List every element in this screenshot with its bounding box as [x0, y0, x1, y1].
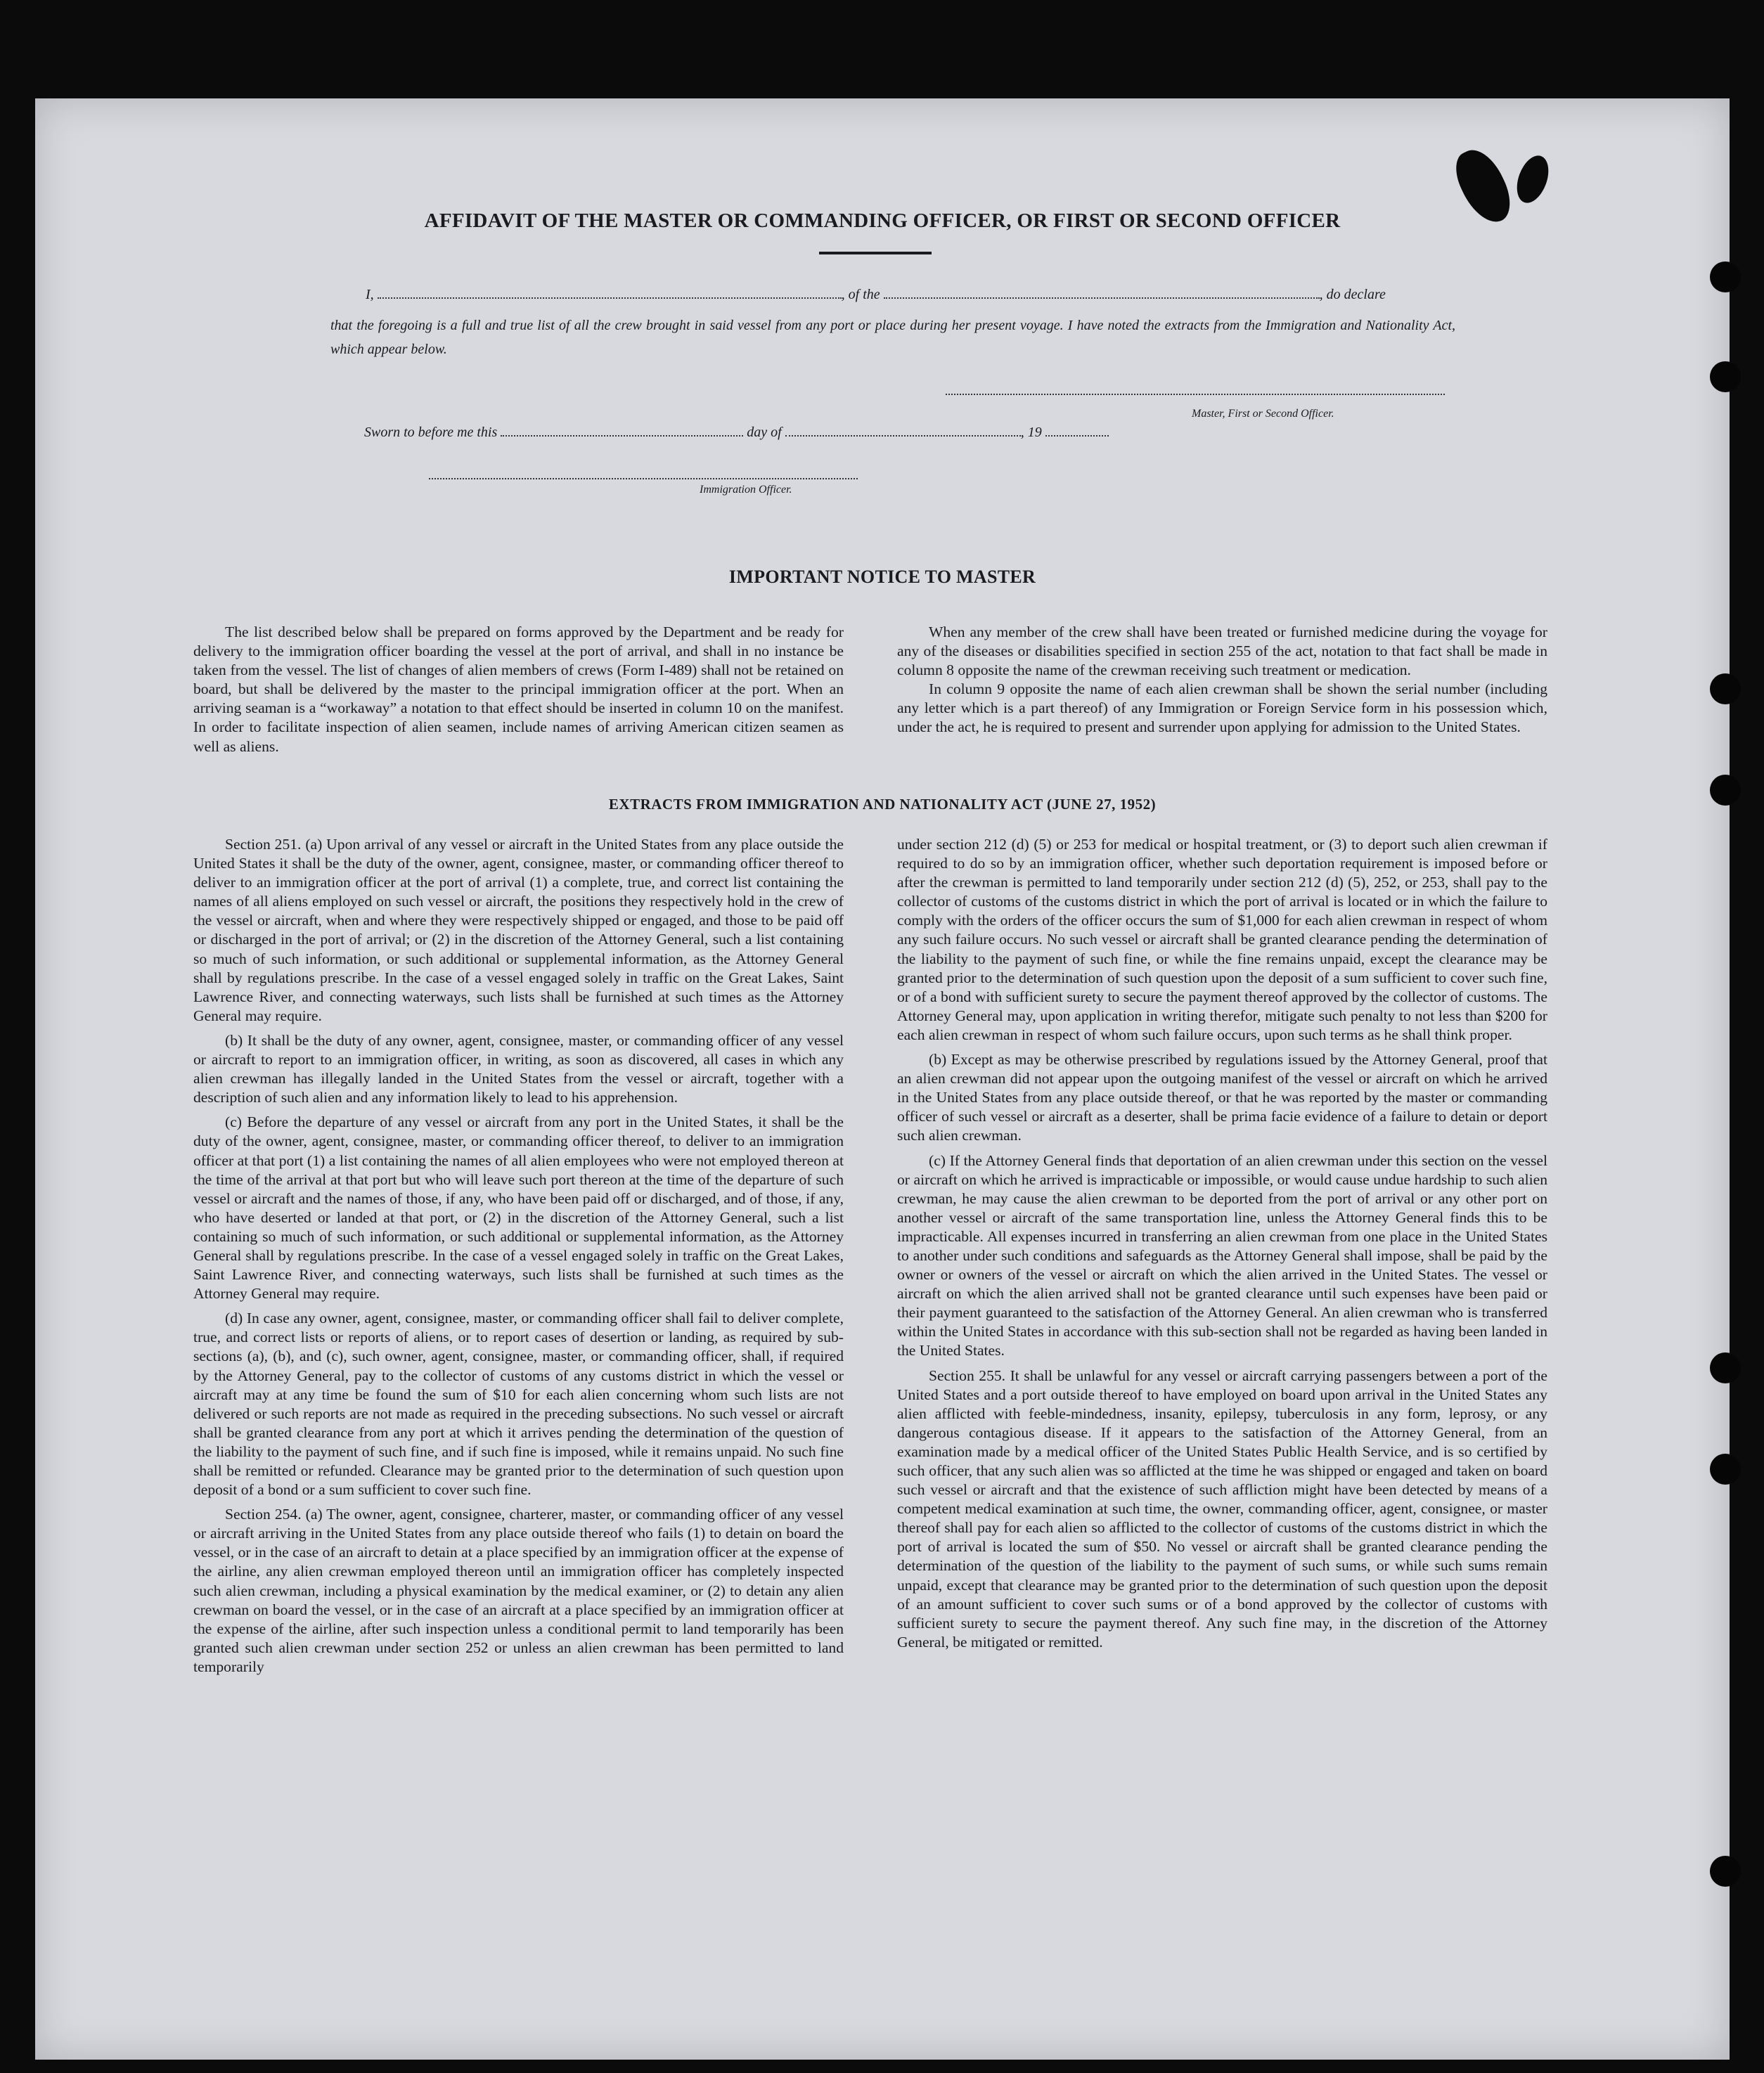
punch-hole: [1710, 1454, 1741, 1485]
extract-paragraph: under section 212 (d) (5) or 253 for medical or hospital treatment, or (3) to deport such alien crewman if required to do so by an immigration officer, whether such deportation requirement is imposed before or after the crewman is permitted to land temporarily under section 212 (d) (5), 252, or 253, shall pay to the collector of customs of the customs district in which the port of arrival is located or in which the failure to comply with the orders of the officer occurs the sum of $1,000 for each alien crewman in respect of whom any such failure occurs. No such vessel or aircraft shall be granted clearance pending the determination of the liability to the payment of such fine, or while the fine remains unpaid, except the clearance may be granted prior to the determination of such question upon the deposit of a sum sufficient to cover such fine, or of a bond with sufficient surety to secure the payment thereof approved by the collector of customs. The Attorney General may, upon application in writing therefor, mitigate such penalty to not less than $200 for each alien crewman in respect of whom such failure occurs, upon such terms as he shall think proper.: [897, 836, 1547, 1043]
extracts-right-column: [897, 835, 1547, 1658]
officer-signature-field[interactable]: [429, 464, 858, 479]
extracts-left-column: [193, 835, 844, 1682]
extract-paragraph: (d) In case any owner, agent, consignee, master, or commanding officer shall fail to deliver complete, true, and correct lists or reports of aliens, or to report cases of desertion or landing, as required by sub-sections (a), (b), and (c), such owner, agent, consignee, master, or commanding officer, shall, if required by the Attorney General, pay to the collector of customs of any customs district in which the vessel or aircraft may at any time be found the sum of $10 for each alien concerning whom such lists are not delivered or such reports are not made as required in the preceding subsections. No such vessel or aircraft shall be granted clearance from any port at which it arrives pending the determination of the question of the liability to the payment of such fine, and if such fine is imposed, while it remains unpaid. No such fine shall be remitted or refunded. Clearance may be granted prior to the determination of such question upon deposit of a bond or a sum sufficient to cover such fine.: [193, 1310, 844, 1499]
extract-paragraph: (c) Before the departure of any vessel or aircraft from any port in the United States, it shall be the duty of the owner, agent, consignee, master, or commanding officer thereof, to deliver to an immigration officer at that port (1) a list containing the names of all alien employees who were not employed thereon at the time of the arrival at that port but who will leave such port thereon at the time of the departure of such vessel or aircraft and the names of those, if any, who have been paid off or discharged, and of those, if any, who have deserted or landed at that port, or (2) in the discretion of the Attorney General, such a list containing so much of such information, or such additional or supplemental information, as the Attorney General shall by regulations prescribe. In the case of a vessel engaged solely in traffic on the Great Lakes, Saint Lawrence River, and connecting waterways, such lists shall be furnished at such times as the Attorney General may require.: [193, 1113, 844, 1303]
sworn-month-field[interactable]: [785, 421, 1021, 437]
label-sworn: Sworn to before me this: [364, 425, 498, 440]
notice-title: IMPORTANT NOTICE TO MASTER: [728, 567, 1036, 587]
extract-paragraph: (b) It shall be the duty of any owner, agent, consignee, master, or commanding officer of any vessel or aircraft to report to an immigration officer, in writing, as soon as discovered, all cases in which any alien crewman has illegally landed in the United States from the vessel or aircraft, together with a description of such alien and any information likely to lead to his apprehension.: [193, 1031, 844, 1106]
master-signature-field[interactable]: [946, 380, 1445, 395]
name-field[interactable]: [378, 283, 842, 299]
label-do-declare: , do declare: [1319, 287, 1386, 302]
notice-right-paragraph-2: In column 9 opposite the name of each alien crewman shall be shown the serial number (including any letter which is a part thereof) of any Immigration or Foreign Service form in his possession which, under the act, he is required to present and surrender upon applying for admission to the United States.: [897, 680, 1547, 736]
punch-hole: [1710, 361, 1741, 392]
notice-left-column: [193, 623, 844, 762]
label-of-the: , of the: [841, 287, 880, 302]
affidavit-line-1: [366, 283, 1455, 306]
affidavit-title: AFFIDAVIT OF THE MASTER OR COMMANDING OFFICER, OR FIRST OR SECOND OFFICER: [424, 209, 1341, 232]
affidavit-body: that the foregoing is a full and true list of all the crew brought in said vessel from any port or place during her present voyage. I have noted the extracts from the Immigration and Nationality Act, which appear below.: [330, 318, 1455, 357]
sworn-year-field[interactable]: [1045, 421, 1109, 437]
extract-paragraph: (b) Except as may be otherwise prescribed by regulations issued by the Attorney General, proof that an alien crewman did not appear upon the outgoing manifest of the vessel or aircraft on which he arrived in the United States from any place outside thereof, or that he was reported by the master or commanding officer of such vessel or aircraft as a deserter, shall be prima facie evidence of a failure to detain or deport such alien crewman.: [897, 1051, 1547, 1144]
title-rule: [819, 252, 932, 254]
sworn-day-field[interactable]: [501, 421, 743, 437]
bleed-through-text: [794, 1947, 798, 1963]
master-caption: Master, First or Second Officer.: [1192, 408, 1334, 420]
punch-hole: [1710, 673, 1741, 704]
ink-blot: [1511, 151, 1554, 207]
notice-right-column: [897, 623, 1547, 743]
sworn-line: [364, 420, 1278, 444]
notice-right-paragraph-1: When any member of the crew shall have been treated or furnished medicine during the voyage for any of the diseases or disabilities specified in section 255 of the act, notation to that fact shall be made in column 8 opposite the name of the crewman receiving such treatment or medication.: [897, 624, 1547, 679]
notice-left-paragraph: The list described below shall be prepared on forms approved by the Department and be ready for delivery to the immigration officer boarding the vessel at the port of arrival, and shall in no instance be taken from the vessel. The list of changes of alien members of crews (Form I-489) shall not be retained on board, but shall be delivered by the master to the principal immigration officer at the port. When an arriving seaman is a “workaway” a notation to that effect should be inserted in column 10 on the manifest. In order to facilitate inspection of alien seamen, include names of arriving American citizen seamen as well as aliens.: [193, 624, 844, 755]
label-year: , 19: [1020, 425, 1042, 440]
punch-hole: [1710, 1352, 1741, 1383]
extract-paragraph: Section 251. (a) Upon arrival of any vessel or aircraft in the United States from any place outside the United States it shall be the duty of the owner, agent, consignee, master, or commanding officer thereof to deliver to an immigration officer at the port of arrival (1) a complete, true, and correct list containing the names of all aliens employed on such vessel or aircraft, the positions they respectively hold in the crew of the vessel or aircraft, when and where they were respectively shipped or engaged, and those to be paid off or discharged in the port of arrival; or (2) in the discretion of the Attorney General, such a list containing so much of such information, or such additional or supplemental information, as the Attorney General shall by regulations prescribe. In the case of a vessel engaged solely in traffic on the Great Lakes, Saint Lawrence River, and connecting waterways, such lists shall be furnished at such times as the Attorney General may require.: [193, 836, 844, 1024]
document-page: [35, 98, 1730, 2060]
punch-hole: [1710, 261, 1741, 292]
vessel-field[interactable]: [884, 283, 1320, 299]
extract-paragraph: Section 255. It shall be unlawful for any vessel or aircraft carrying passengers between a port of the United States and a port outside thereof to have employed on board upon arrival in the United States any alien afflicted with feeble-mindedness, insanity, epilepsy, tuberculosis in any form, leprosy, or any dangerous contagious disease. If it appears to the satisfaction of the Attorney General, from an examination made by a medical officer of the United States Public Health Service, and is so certified by such officer, that any such alien was so afflicted at the time he was shipped or engaged and taken on board such vessel or aircraft and that the existence of such affliction might have been detected by means of a competent medical examination at such time, the owner, commanding officer, agent, consignee, or master thereof shall pay for each alien so afflicted to the collector of customs of the customs district in which the port of arrival is located the sum of $50. No vessel or aircraft shall be granted clearance pending the determination of the question of the liability to the payment of such sums, or while such sums remain unpaid, except that clearance may be granted prior to the determination of such question upon the deposit of an amount sufficient to cover such sums or of a bond approved by the collector of customs with sufficient surety to secure the payment thereof. Any such fine may, in the discretion of the Attorney General, be mitigated or remitted.: [897, 1367, 1547, 1651]
extract-paragraph: Section 254. (a) The owner, agent, consignee, charterer, master, or commanding officer of any vessel or aircraft arriving in the United States from any place outside thereof who fails (1) to detain on board the vessel, or in the case of an aircraft to detain at a place specified by an immigration officer at the expense of the airline, any alien crewman employed thereon until an immigration officer has completely inspected such alien crewman, including a physical examination by the medical examiner, or (2) to detain any alien crewman on board the vessel, or in the case of an aircraft at a place specified by an immigration officer at the expense of the airline, after such inspection unless a conditional permit to land temporarily has been granted such alien crewman under section 252 or unless an alien crewman has been permitted to land temporarily: [193, 1506, 844, 1675]
extracts-title: EXTRACTS FROM IMMIGRATION AND NATIONALITY ACT (JUNE 27, 1952): [608, 796, 1157, 813]
extract-paragraph: (c) If the Attorney General finds that deportation of an alien crewman under this section on the vessel or aircraft on which he arrived is impracticable or impossible, or would cause undue hardship to such alien crewman, he may cause the alien crewman to be deported from the port of arrival or any other port on another vessel or aircraft of the same transportation line, unless the Attorney General finds this to be impracticable. All expenses incurred in transferring an alien crewman from one place in the United States to another under such conditions and safeguards as the Attorney General shall impose, shall be paid by the owner or owners of the vessel or aircraft on which the alien arrived in the United States. The vessel or aircraft on which the alien arrived shall not be granted clearance until such expenses have been paid or their payment guaranteed to the satisfaction of the Attorney General. An alien crewman who is transferred within the United States in accordance with this sub-section shall not be regarded as having been landed in the United States.: [897, 1151, 1547, 1360]
label-day-of: day of: [747, 425, 782, 440]
punch-hole: [1710, 1856, 1741, 1887]
label-i: I,: [366, 287, 374, 302]
officer-caption: Immigration Officer.: [700, 484, 792, 496]
